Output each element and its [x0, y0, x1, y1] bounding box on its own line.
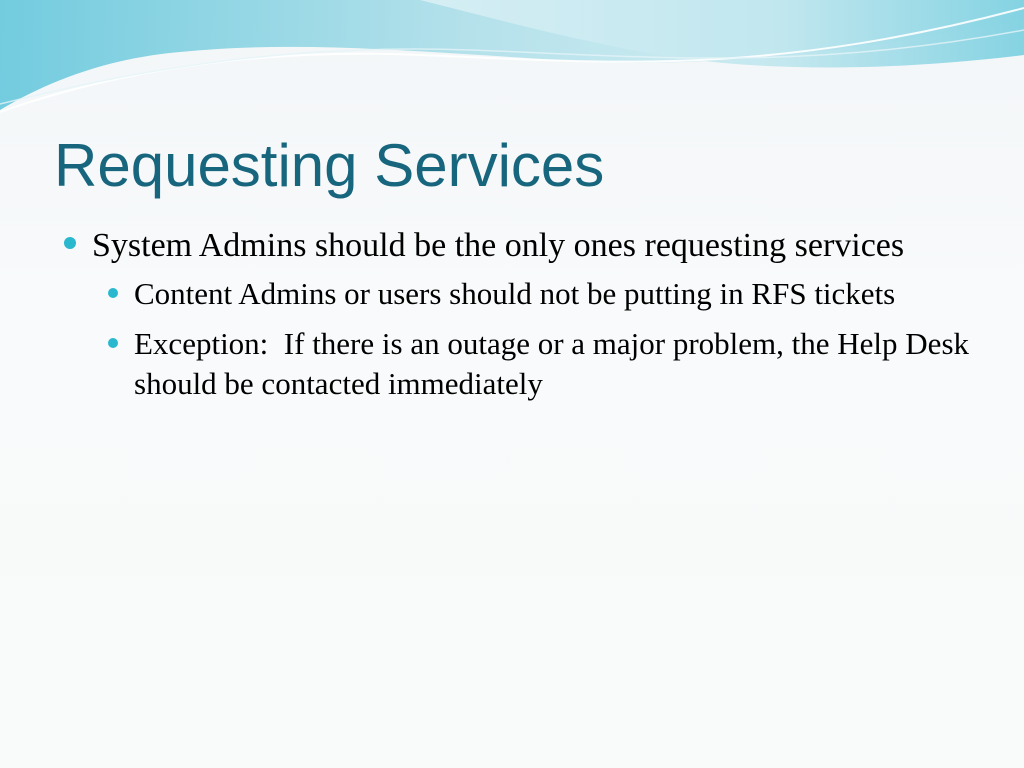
bullet-item-level-2: [62, 274, 982, 314]
slide-title: Requesting Services: [54, 132, 605, 199]
bullet-item-level-2: [62, 324, 982, 404]
bullet-list: [62, 224, 982, 414]
bullet-item-level-1: [62, 224, 982, 268]
bullet-icon: [108, 288, 118, 298]
sub-bullet-text: Content Admins or users should not be putting in RFS tickets: [134, 276, 896, 311]
bullet-icon: [108, 338, 118, 348]
sub-bullet-text: Exception: If there is an outage or a major problem, the Help Desk should be contacted immediately: [134, 326, 977, 401]
decorative-wave-header: [0, 0, 1024, 130]
bullet-icon: [64, 237, 76, 249]
bullet-text: System Admins should be the only ones requesting services: [92, 227, 905, 264]
